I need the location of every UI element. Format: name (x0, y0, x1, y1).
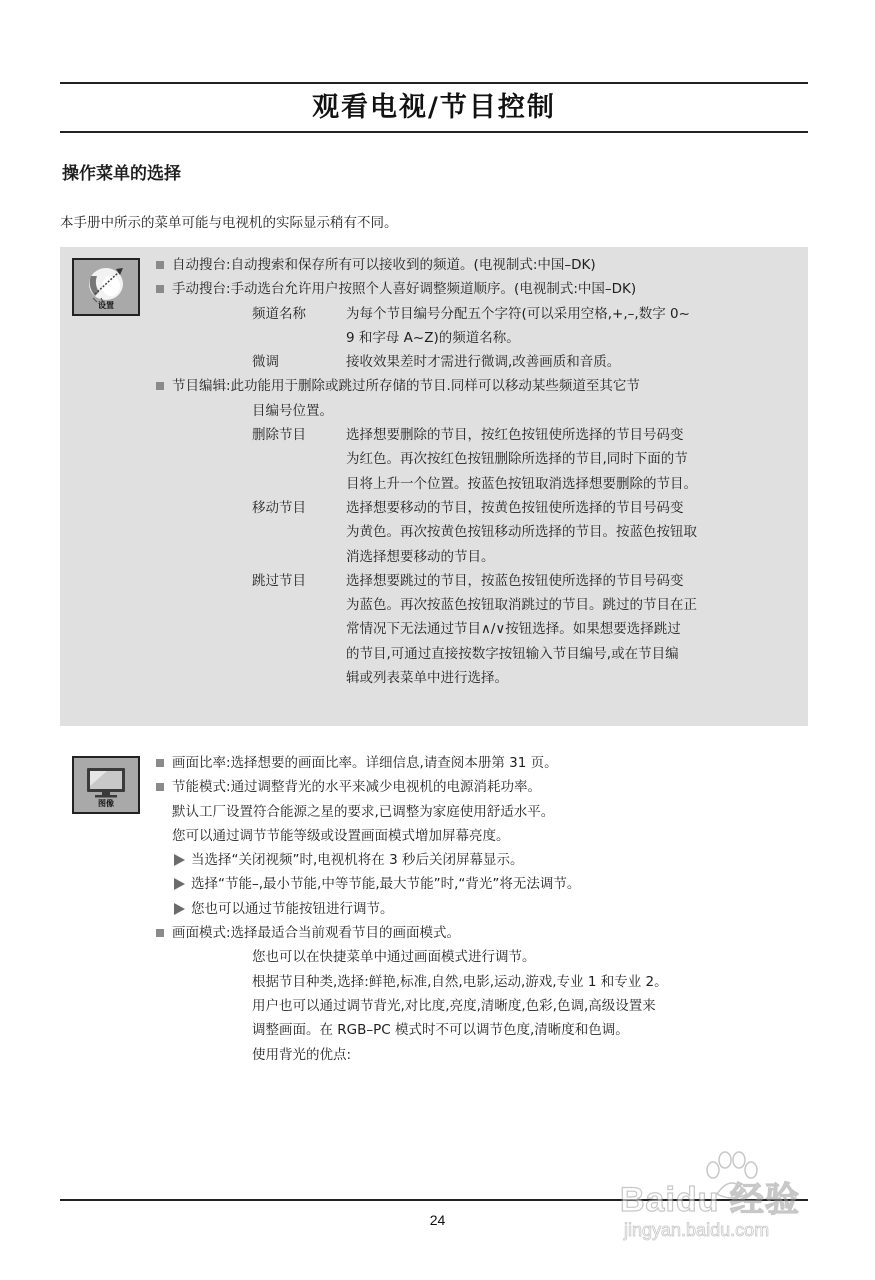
note-text: 当选择“关闭视频”时,电视机将在 3 秒后关闭屏幕显示。 (191, 852, 524, 869)
picture-icon-caption: 图像 (98, 799, 114, 808)
subitem-label: 删除节目 (252, 427, 306, 444)
subitem-line: 为黄色。再次按黄色按钮移动所选择的节目。按蓝色按钮取 (346, 524, 697, 541)
menu-item-manual-tuning (152, 277, 808, 301)
square-bullet-icon (156, 261, 164, 269)
subitem-channel-name (252, 302, 808, 351)
subitem-line: 辑或列表菜单中进行选择。 (346, 670, 508, 687)
header-bottom-rule (60, 131, 808, 133)
subitem-line: 的节目,可通过直接按数字按钮输入节目编号,或在节目编 (346, 645, 679, 662)
menu-item-auto-tuning (152, 253, 808, 277)
picture-menu-content (152, 751, 808, 1067)
item-text: 选择最适合当前观看节目的画面模式。 (230, 925, 461, 942)
subitem-line: 9 和字母 A~Z)的频道名称。 (346, 329, 520, 346)
triangle-bullet-icon (174, 878, 185, 890)
item-label: 节目编辑: (172, 378, 231, 395)
note-item (152, 848, 808, 872)
header-top-rule (60, 82, 808, 84)
item-continuation: 您可以通过调节节能等级或设置画面模式增加屏幕亮度。 (172, 827, 510, 844)
item-continuation: 使用背光的优点: (252, 1046, 352, 1063)
item-continuation: 默认工厂设置符合能源之星的要求,已调整为家庭使用舒适水平。 (172, 803, 555, 820)
square-bullet-icon (156, 285, 164, 293)
item-text: 手动选台允许用户按照个人喜好调整频道顺序。(电视制式:中国–DK) (230, 281, 637, 298)
item-text: 自动搜索和保存所有可以接收到的频道。(电视制式:中国–DK) (230, 257, 596, 273)
item-continuation: 调整画面。在 RGB–PC 模式时不可以调节色度,清晰度和色调。 (252, 1022, 629, 1039)
section-heading: 操作菜单的选择 (62, 164, 181, 184)
triangle-bullet-icon (174, 854, 185, 866)
item-continuation: 根据节目种类,选择:鲜艳,标准,自然,电影,运动,游戏,专业 1 和专业 2。 (252, 973, 668, 990)
subitem-line: 选择想要跳过的节目，按蓝色按钮使所选择的节目号码变 (346, 572, 684, 589)
subitem-line: 目将上升一个位置。按蓝色按钮取消选择想要删除的节目。 (346, 475, 697, 492)
menu-item-aspect-ratio (152, 751, 808, 775)
subitem-line: 为红色。再次按红色按钮删除所选择的节目,同时下面的节 (346, 451, 688, 468)
note-text: 选择“节能–,最小节能,中等节能,最大节能”时,“背光”将无法调节。 (191, 876, 581, 893)
page-number: 24 (429, 1212, 446, 1228)
subitem-text (346, 569, 808, 690)
subitem-line: 为每个节目编号分配五个字符(可以采用空格,+,–,数字 0~ (346, 305, 690, 322)
picture-menu-icon (72, 756, 140, 814)
settings-menu-icon (72, 258, 140, 316)
note-text: 您也可以通过节能按钮进行调节。 (191, 900, 394, 917)
item-continuation: 目编号位置。 (252, 402, 333, 419)
settings-icon-caption: 设置 (98, 301, 114, 310)
picture-menu-panel (60, 745, 808, 1105)
item-label: 自动搜台: (172, 257, 231, 273)
subitem-label: 微调 (252, 354, 279, 371)
tv-monitor-icon (83, 762, 129, 800)
subitem-text (346, 423, 808, 496)
subitem-line: 选择想要删除的节目，按红色按钮使所选择的节目号码变 (346, 427, 684, 444)
item-continuation: 您也可以在快捷菜单中通过画面模式进行调节。 (252, 949, 536, 966)
subitem-fine-tune (252, 350, 808, 374)
page-title: 观看电视/节目控制 (312, 92, 556, 123)
note-item (152, 897, 808, 921)
triangle-bullet-icon (174, 903, 185, 915)
subitem-text (346, 302, 808, 351)
watermark-url: jingyan.baidu.com (624, 1220, 770, 1240)
subitem-skip-program (252, 569, 808, 690)
menu-item-energy-saving (152, 775, 808, 799)
subitem-line: 消选择想要移动的节目。 (346, 548, 495, 565)
item-text: 选择想要的画面比率。详细信息,请查阅本册第 31 页。 (230, 755, 558, 771)
item-text: 通过调整背光的水平来减少电视机的电源消耗功率。 (230, 779, 542, 796)
subitem-delete-program (252, 423, 808, 496)
subitem-line: 接收效果差时才需进行微调,改善画质和音质。 (346, 354, 621, 371)
subitem-label: 跳过节目 (252, 572, 306, 589)
settings-menu-content (152, 253, 808, 690)
settings-menu-panel (60, 247, 808, 726)
subitem-move-program (252, 496, 808, 569)
item-label: 画面比率: (172, 755, 231, 771)
intro-note: 本手册中所示的菜单可能与电视机的实际显示稍有不同。 (60, 215, 398, 231)
subitem-label: 移动节目 (252, 499, 306, 516)
item-continuation: 用户也可以通过调节背光,对比度,亮度,清晰度,色彩,色调,高级设置来 (252, 997, 656, 1014)
item-label: 节能模式: (172, 779, 231, 796)
square-bullet-icon (156, 929, 164, 937)
subitem-line: 选择想要移动的节目，按黄色按钮使所选择的节目号码变 (346, 499, 684, 516)
baidu-watermark (620, 1150, 860, 1260)
watermark-brand: Baidu 经验 (620, 1181, 800, 1219)
square-bullet-icon (156, 759, 164, 767)
subitem-text (346, 496, 808, 569)
subitem-line: 常情况下无法通过节目∧/∨按钮选择。如果想要选择跳过 (346, 621, 681, 638)
item-label: 画面模式: (172, 925, 231, 942)
square-bullet-icon (156, 382, 164, 390)
item-label: 手动搜台: (172, 281, 231, 298)
subitem-line: 为蓝色。再次按蓝色按钮取消跳过的节目。跳过的节目在正 (346, 597, 697, 614)
menu-item-picture-mode (152, 921, 808, 945)
square-bullet-icon (156, 783, 164, 791)
menu-item-program-edit (152, 374, 808, 398)
note-item (152, 872, 808, 896)
subitem-text (346, 350, 808, 374)
item-text: 此功能用于删除或跳过所存储的节目.同样可以移动某些频道至其它节 (230, 378, 640, 395)
subitem-label: 频道名称 (252, 305, 306, 322)
